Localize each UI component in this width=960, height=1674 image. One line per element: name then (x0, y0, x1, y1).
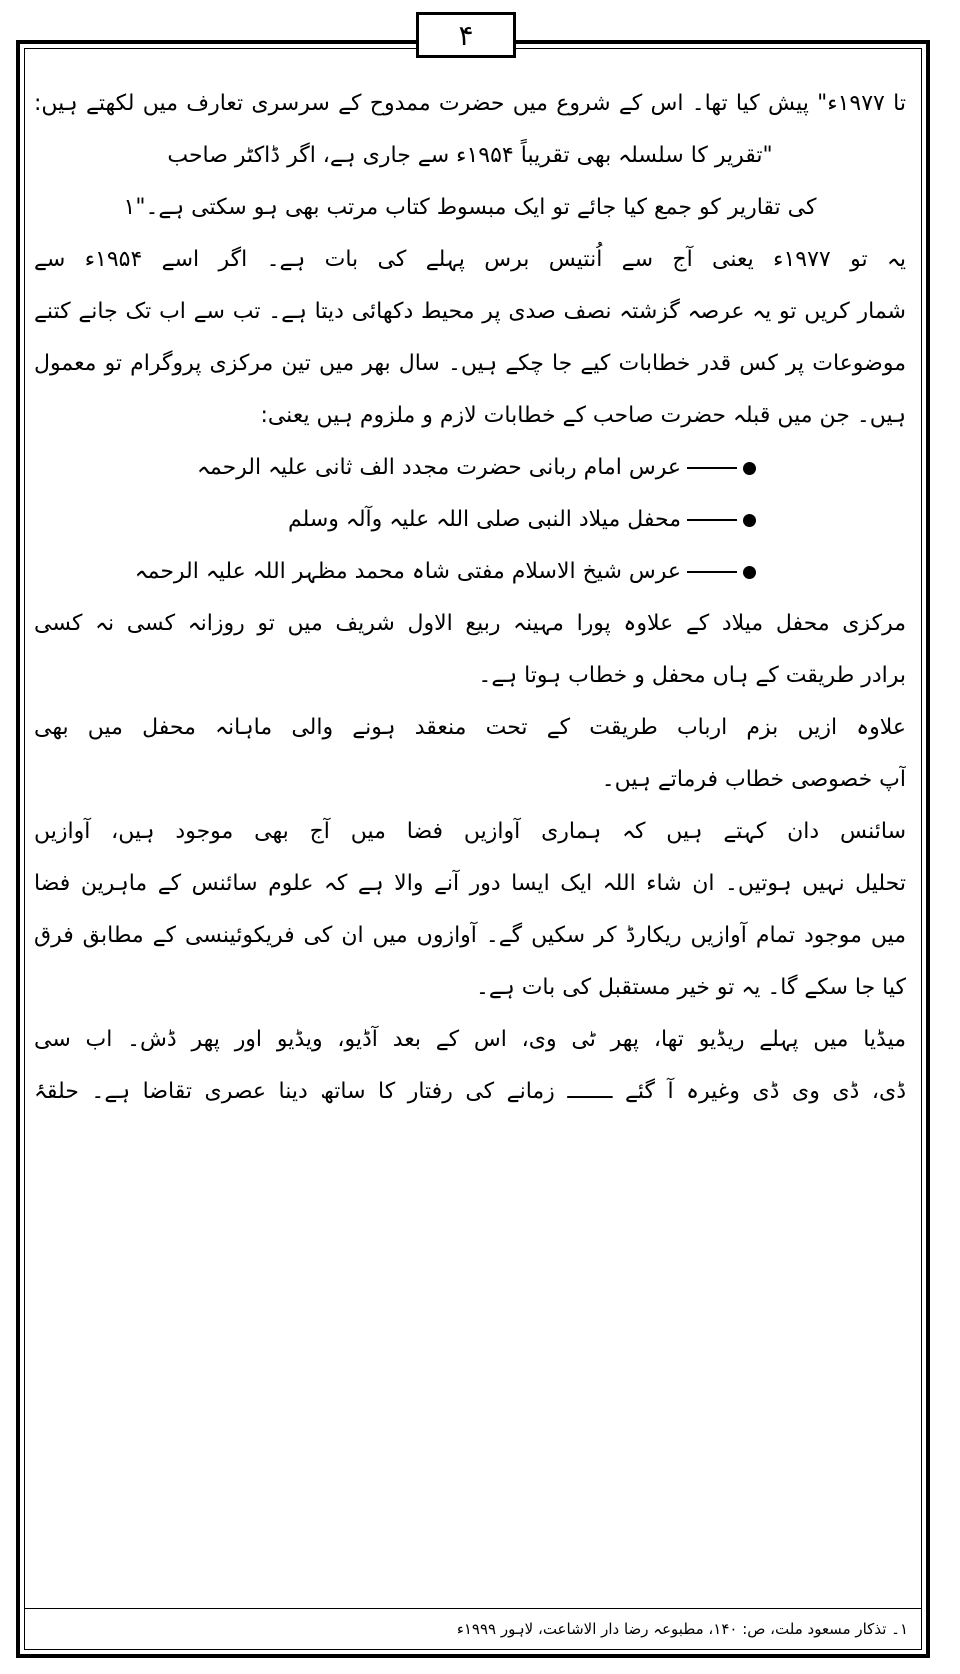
text-line: میں موجود تمام آوازیں ریکارڈ کر سکیں گے۔ آوازوں میں ان کی فریکوئینسی کے مطابق فرق (34, 923, 906, 948)
text-line: ہیں۔ جن میں قبلہ حضرت صاحب کے خطابات لازم و ملزوم ہیں یعنی: (260, 403, 906, 428)
quote-line: "تقریر کا سلسلہ بھی تقریباً ۱۹۵۴ء سے جاری ہے، اگر ڈاکٹر صاحب (167, 143, 773, 168)
text-line: شمار کریں تو یہ عرصہ گزشتہ نصف صدی پر محیط دکھائی دیتا ہے۔ تب سے اب تک جانے کتنے (34, 299, 906, 324)
list-item-text: محفل میلاد النبی صلی اللہ علیہ وآلہ وسلم (287, 507, 681, 532)
text-line: علاوہ ازیں بزم ارباب طریقت کے تحت منعقد ہونے والی ماہانہ محفل میں بھی (34, 715, 906, 740)
list-item (34, 546, 906, 598)
text-line: آپ خصوصی خطاب فرماتے ہیں۔ (601, 767, 906, 792)
text-line: موضوعات پر کس قدر خطابات کیے جا چکے ہیں۔ سال بھر میں تین مرکزی پروگرام تو معمول (34, 351, 906, 376)
text-line: سائنس دان کہتے ہیں کہ ہماری آوازیں فضا میں آج بھی موجود ہیں، آوازیں (34, 819, 906, 844)
text-line: تا ۱۹۷۷ء" پیش کیا تھا۔ اس کے شروع میں حضرت ممدوح کے سرسری تعارف میں لکھتے ہیں: (34, 91, 906, 116)
list-item-text: عرس شیخ الاسلام مفتی شاہ محمد مظہر اللہ علیہ الرحمہ (134, 559, 681, 584)
text-line: ڈی، ڈی وی ڈی وغیرہ آ گئے ـــــــ زمانے کی رفتار کا ساتھ دینا عصری تقاضا ہے۔ حلقۂ (34, 1079, 906, 1104)
list-item (34, 494, 906, 546)
dash-icon (687, 519, 737, 521)
text-line: تحلیل نہیں ہوتیں۔ ان شاء اللہ ایک ایسا دور آنے والا ہے کہ علوم سائنس کے ماہرین فضا (34, 871, 906, 896)
text-line: میڈیا میں پہلے ریڈیو تھا، پھر ٹی وی، اس کے بعد آڈیو، ویڈیو اور پھر ڈش۔ اب سی (34, 1027, 906, 1052)
list-item-text: عرس امام ربانی حضرت مجدد الف ثانی علیہ الرحمہ (196, 455, 681, 480)
bullet-icon (743, 462, 756, 475)
dash-icon (687, 571, 737, 573)
footnote: ۱۔ تذکار مسعود ملت، ص: ۱۴۰، مطبوعہ رضا دار الاشاعت، لاہور ۱۹۹۹ء (456, 1620, 908, 1638)
text-line: برادر طریقت کے ہاں محفل و خطاب ہوتا ہے۔ (478, 663, 906, 688)
bullet-icon (743, 566, 756, 579)
text-line: کیا جا سکے گا۔ یہ تو خیر مستقبل کی بات ہے۔ (476, 975, 906, 1000)
bullet-icon (743, 514, 756, 527)
quote-line: کی تقاریر کو جمع کیا جائے تو ایک مبسوط کتاب مرتب بھی ہو سکتی ہے۔"۱ (123, 195, 817, 220)
text-line: مرکزی محفل میلاد کے علاوہ پورا مہینہ ربیع الاول شریف میں تو روزانہ کسی نہ کسی (34, 611, 906, 636)
list-item (34, 442, 906, 494)
text-line: یہ تو ۱۹۷۷ء یعنی آج سے اُنتیس برس پہلے کی بات ہے۔ اگر اسے ۱۹۵۴ء سے (34, 247, 906, 272)
footnote-divider (24, 1608, 922, 1609)
page-number: ۴ (416, 12, 516, 58)
page-body (34, 78, 906, 1118)
dash-icon (687, 467, 737, 469)
